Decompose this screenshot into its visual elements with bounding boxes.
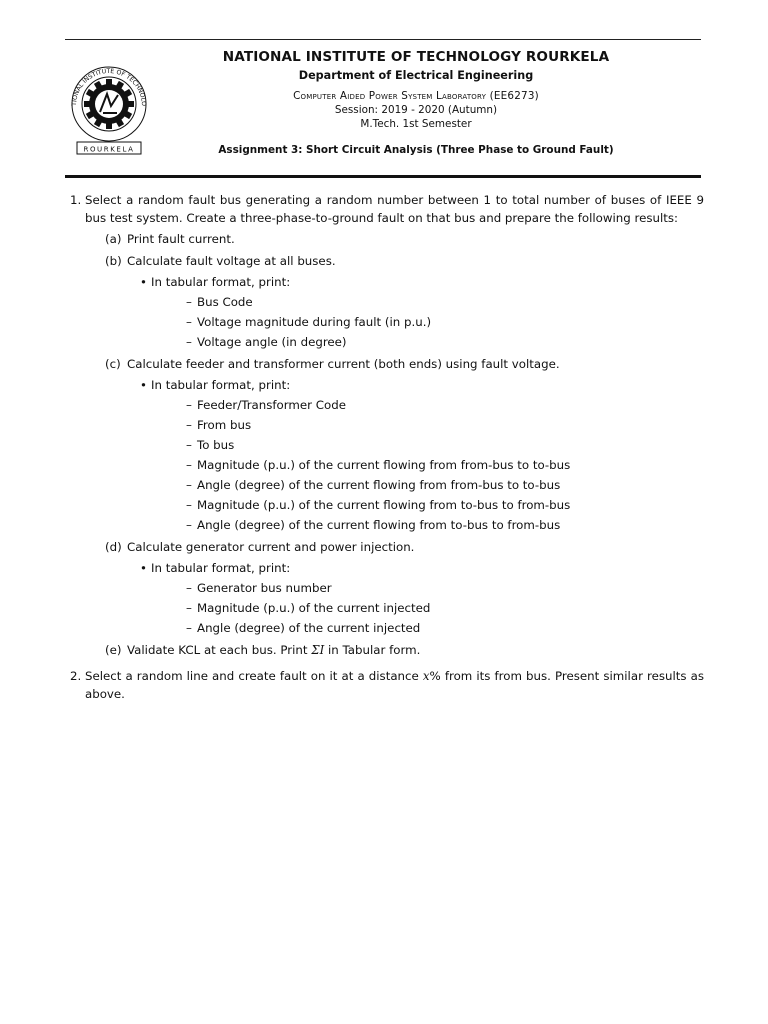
part-label: (b) xyxy=(105,253,122,268)
dash-text: From bus xyxy=(197,417,252,432)
sigma-i-math: ΣI xyxy=(311,642,325,657)
logo-ring-text: TIONAL INSTITUTE OF TECHNOLO xyxy=(70,67,148,107)
bullet-text: In tabular format, print: xyxy=(151,561,291,575)
bullet-item xyxy=(127,560,704,638)
session-line: Session: 2019 - 2020 (Autumn) xyxy=(334,104,498,116)
dash-text: Bus Code xyxy=(197,294,253,309)
lab-name: Computer Aided Power System Laboratory (EE6273) xyxy=(293,90,539,102)
dash-marker: – xyxy=(186,517,192,532)
document-header xyxy=(160,46,672,156)
dash-marker: – xyxy=(186,580,192,595)
dash-item xyxy=(151,495,704,515)
dash-text: Magnitude (p.u.) of the current injected xyxy=(197,600,431,615)
question-number: 2. xyxy=(70,669,82,683)
dash-text: Voltage magnitude during fault (in p.u.) xyxy=(197,314,432,329)
part-d xyxy=(85,539,704,638)
department-name: Department of Electrical Engineering xyxy=(298,69,534,82)
part-c xyxy=(85,356,704,535)
gear-emblem-icon xyxy=(64,64,154,156)
dash-item xyxy=(151,598,704,618)
dash-item xyxy=(151,475,704,495)
dash-item xyxy=(151,395,704,415)
top-rule xyxy=(65,39,701,40)
dash-item xyxy=(151,455,704,475)
bullet-item xyxy=(127,377,704,535)
question-number: 1. xyxy=(70,193,82,207)
assignment-title: Assignment 3: Short Circuit Analysis (Three Phase to Ground Fault) xyxy=(218,144,614,156)
dash-marker: – xyxy=(186,437,192,452)
question-2 xyxy=(70,668,704,703)
institute-logo xyxy=(64,64,154,156)
dash-marker: – xyxy=(186,334,192,349)
question-1 xyxy=(70,192,704,659)
dash-item xyxy=(151,415,704,435)
dash-text: Magnitude (p.u.) of the current flowing from from-bus to to-bus xyxy=(197,457,571,472)
assignment-body xyxy=(70,192,704,703)
dash-text: Feeder/Transformer Code xyxy=(197,397,346,412)
dash-item xyxy=(151,292,704,312)
dash-item xyxy=(151,312,704,332)
dash-marker: – xyxy=(186,397,192,412)
dash-marker: – xyxy=(186,294,192,309)
dash-marker: – xyxy=(186,477,192,492)
part-a xyxy=(85,231,704,249)
dash-text: Angle (degree) of the current flowing from to-bus to from-bus xyxy=(197,517,561,532)
x-math: x xyxy=(422,669,430,683)
dash-text: To bus xyxy=(197,437,235,452)
part-text: Print fault current. xyxy=(127,232,235,246)
part-label: (a) xyxy=(105,232,122,246)
part-b xyxy=(85,253,704,352)
part-e xyxy=(85,642,704,660)
dash-marker: – xyxy=(186,620,192,635)
part-text: Calculate feeder and transformer current (both ends) using fault voltage. xyxy=(127,356,560,371)
dash-item xyxy=(151,515,704,535)
dash-item xyxy=(151,332,704,352)
dash-marker: – xyxy=(186,417,192,432)
dash-marker: – xyxy=(186,600,192,615)
dash-text: Angle (degree) of the current flowing from from-bus to to-bus xyxy=(197,477,561,492)
dash-marker: – xyxy=(186,314,192,329)
dash-item xyxy=(151,578,704,598)
dash-item xyxy=(151,435,704,455)
dash-marker: – xyxy=(186,497,192,512)
bullet-marker: • xyxy=(140,275,147,289)
part-label: (c) xyxy=(105,356,121,371)
part-text: Calculate generator current and power injection. xyxy=(127,539,415,554)
semester-line: M.Tech. 1st Semester xyxy=(360,118,472,130)
part-text: Validate KCL at each bus. Print xyxy=(127,642,308,657)
bullet-marker: • xyxy=(140,561,147,575)
part-label: (d) xyxy=(105,539,122,554)
bullet-text: In tabular format, print: xyxy=(151,378,291,392)
bullet-item xyxy=(127,274,704,352)
part-text: Calculate fault voltage at all buses. xyxy=(127,253,336,268)
part-text-end: in Tabular form. xyxy=(328,642,421,657)
header-rule xyxy=(65,175,701,178)
question-text: Select a random fault bus generating a random number between 1 to total number of buses of IEEE 9 bus test system. Create a three-phase-to-ground fault on that bus and prepare the following results: xyxy=(85,193,704,225)
dash-marker: – xyxy=(186,457,192,472)
part-label: (e) xyxy=(105,642,122,657)
dash-text: Voltage angle (in degree) xyxy=(197,334,347,349)
dash-text: Generator bus number xyxy=(197,580,332,595)
dash-text: Angle (degree) of the current injected xyxy=(197,620,421,635)
question-text-end: % from its from bus. Present similar results as above. xyxy=(85,669,704,701)
dash-text: Magnitude (p.u.) of the current flowing from to-bus to from-bus xyxy=(197,497,571,512)
logo-banner-text: ROURKELA xyxy=(83,145,135,154)
institute-name: NATIONAL INSTITUTE OF TECHNOLOGY ROURKELA xyxy=(222,49,610,65)
question-text: Select a random line and create fault on it at a distance xyxy=(85,669,419,683)
bullet-text: In tabular format, print: xyxy=(151,275,291,289)
dash-item xyxy=(151,618,704,638)
bullet-marker: • xyxy=(140,378,147,392)
